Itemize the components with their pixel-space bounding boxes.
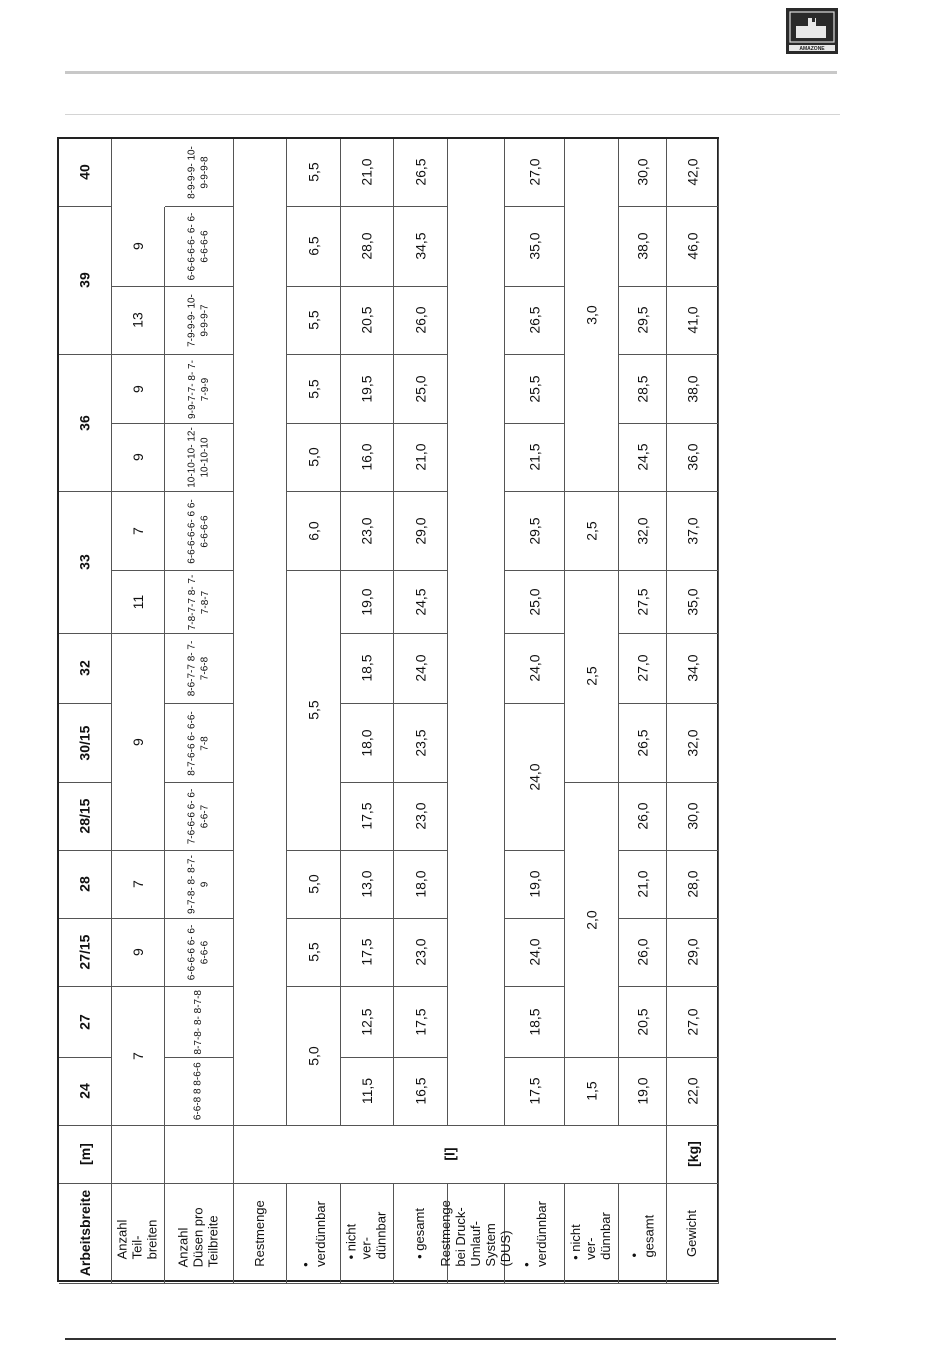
table-cell: 6-6-6-6 6- 6-6-6-6 (165, 919, 234, 987)
table-cell: 17,5 (341, 919, 394, 987)
table-cell: 24,5 (394, 571, 448, 634)
table-cell: 23,0 (394, 919, 448, 987)
table-cell: 38,0 (619, 207, 667, 287)
table-cell: 7-6-6-6 6- 6-6-6-7 (165, 783, 234, 851)
label-restmenge: Restmenge (234, 1184, 287, 1284)
table-cell: 8-7-8- 8- 8-7-8 (165, 987, 234, 1058)
table-cell: 8-7-6-6 6- 6-6-7-8 (165, 704, 234, 783)
table-cell: 26,5 (619, 704, 667, 783)
table-cell: 23,0 (394, 783, 448, 851)
table-cell: 25,0 (505, 571, 565, 634)
label-dus-nicht: • nicht ver-dünnbar (565, 1184, 619, 1284)
unit-l: [l] (234, 1126, 667, 1184)
table-cell: 2,5 (565, 492, 619, 571)
table-cell: 2,5 (565, 571, 619, 783)
table-cell: 21,0 (394, 424, 448, 492)
table-cell: 28,0 (667, 851, 719, 919)
label-duesen: Anzahl Düsen pro Teilbreite (165, 1184, 234, 1284)
table-cell: 6-6-8 8 8-6-6 (165, 1058, 234, 1126)
table-cell: 2,0 (565, 783, 619, 1058)
column-header: 30/15 (59, 704, 112, 783)
table-cell: 11 (112, 571, 165, 634)
table-cell: 30,0 (667, 783, 719, 851)
table-cell: 18,0 (394, 851, 448, 919)
spec-grid (57, 137, 719, 1282)
table-cell: 26,0 (619, 783, 667, 851)
column-header: 32 (59, 634, 112, 704)
table-cell: 16,5 (394, 1058, 448, 1126)
table-cell: 11,5 (341, 1058, 394, 1126)
header-rule (65, 71, 837, 74)
restmenge-band (234, 139, 287, 1126)
table-cell: 29,5 (505, 492, 565, 571)
table-cell: 7 (112, 492, 165, 571)
table-cell: 27,5 (619, 571, 667, 634)
table-cell: 6-6-6-6-6- 6- 6-6-6-6-6 (165, 207, 234, 287)
table-cell: 24,0 (505, 919, 565, 987)
table-cell: 8-6-7-7 8- 7-7-6-8 (165, 634, 234, 704)
table-cell: 38,0 (667, 355, 719, 424)
table-cell: 12,5 (341, 987, 394, 1058)
table-cell: 18,5 (341, 634, 394, 704)
table-cell: 19,0 (505, 851, 565, 919)
table-cell: 13 (112, 287, 165, 355)
unit-kg: [kg] (667, 1126, 719, 1184)
label-gewicht: Gewicht (667, 1184, 719, 1284)
table-cell: 24,0 (505, 704, 565, 851)
table-cell: 21,0 (619, 851, 667, 919)
table-cell: 18,5 (505, 987, 565, 1058)
table-cell: 9 (112, 919, 165, 987)
column-header: 28/15 (59, 783, 112, 851)
unit-empty (112, 1126, 165, 1184)
label-gesamt: • gesamt (394, 1184, 448, 1284)
table-cell: 28,0 (341, 207, 394, 287)
table-cell: 26,0 (619, 919, 667, 987)
table-cell: 32,0 (667, 704, 719, 783)
label-nicht-verduennbar: • nicht ver-dünnbar (341, 1184, 394, 1284)
table-cell: 7-8-7-7 8- 7-7-8-7 (165, 571, 234, 634)
column-header: 27/15 (59, 919, 112, 987)
table-cell: 9 (112, 207, 165, 287)
table-cell: 16,0 (341, 424, 394, 492)
table-cell: 19,0 (341, 571, 394, 634)
table-cell: 24,0 (394, 634, 448, 704)
table-cell: 19,5 (341, 355, 394, 424)
label-dus-verduennbar: • verdünnbar (505, 1184, 565, 1284)
amazone-logo-icon (786, 8, 838, 54)
column-header: 27 (59, 987, 112, 1058)
table-cell: 13,0 (341, 851, 394, 919)
column-header: 40 (59, 139, 112, 207)
label-dus: Restmenge bei Druck-Umlauf-System (DUS) (448, 1184, 505, 1284)
table-cell: 9-9-7-7- 8- 7-7-9-9 (165, 355, 234, 424)
header-rule-thin (65, 114, 840, 115)
table-cell: 26,5 (394, 139, 448, 207)
table-cell: 20,5 (619, 987, 667, 1058)
table-cell: 26,0 (394, 287, 448, 355)
table-cell: 5,5 (287, 571, 341, 851)
table-cell: 20,5 (341, 287, 394, 355)
table-cell: 46,0 (667, 207, 719, 287)
column-header: 33 (59, 492, 112, 634)
table-cell: 3,0 (565, 139, 619, 492)
logo-text: AMAZONE (799, 46, 825, 52)
table-cell: 27,0 (667, 987, 719, 1058)
dus-band (448, 139, 505, 1126)
table-cell: 5,0 (287, 987, 341, 1126)
table-cell: 19,0 (619, 1058, 667, 1126)
table-cell: 5,5 (287, 919, 341, 987)
table-cell: 35,0 (667, 571, 719, 634)
table-cell: 6,0 (287, 492, 341, 571)
table-cell: 5,0 (287, 424, 341, 492)
column-header: 28 (59, 851, 112, 919)
table-cell: 17,5 (341, 783, 394, 851)
table-cell: 17,5 (505, 1058, 565, 1126)
table-cell: 7 (112, 851, 165, 919)
column-header: 24 (59, 1058, 112, 1126)
table-cell: 9 (112, 424, 165, 492)
table-cell: 27,0 (505, 139, 565, 207)
table-cell: 27,0 (619, 634, 667, 704)
table-cell: 9 (112, 634, 165, 851)
table-cell: 37,0 (667, 492, 719, 571)
table-cell: 30,0 (619, 139, 667, 207)
table-cell: 5,5 (287, 287, 341, 355)
unit-m: [m] (59, 1126, 112, 1184)
table-cell: 7-9-9-9- 10- 9-9-9-7 (165, 287, 234, 355)
table-cell: 35,0 (505, 207, 565, 287)
table-cell: 28,5 (619, 355, 667, 424)
label-teilbreiten: Anzahl Teil-breiten (112, 1184, 165, 1284)
table-cell: 34,0 (667, 634, 719, 704)
table-cell: 29,0 (667, 919, 719, 987)
table-cell: 10-10-10- 12- 10-10-10 (165, 424, 234, 492)
label-verduennbar: • verdünnbar (287, 1184, 341, 1284)
table-cell: 8-9-9-9- 10- 9-9-9-8 (165, 139, 234, 207)
table-cell: 21,5 (505, 424, 565, 492)
table-cell: 42,0 (667, 139, 719, 207)
label-arbeitsbreite: Arbeitsbreite (59, 1184, 112, 1284)
table-cell: 23,5 (394, 704, 448, 783)
table-cell: 1,5 (565, 1058, 619, 1126)
table-cell: 23,0 (341, 492, 394, 571)
table-cell: 21,0 (341, 139, 394, 207)
table-cell: 22,0 (667, 1058, 719, 1126)
table-cell: 5,5 (287, 139, 341, 207)
table-cell: 25,5 (505, 355, 565, 424)
table-cell: 34,5 (394, 207, 448, 287)
table-cell: 5,5 (287, 355, 341, 424)
table-cell: 24,5 (619, 424, 667, 492)
table-cell: 7 (112, 987, 165, 1126)
label-dus-gesamt: • gesamt (619, 1184, 667, 1284)
table-cell: 6,5 (287, 207, 341, 287)
table-cell: 41,0 (667, 287, 719, 355)
table-cell: 17,5 (394, 987, 448, 1058)
unit-empty (165, 1126, 234, 1184)
footer-rule (65, 1338, 836, 1340)
table-cell: 29,5 (619, 287, 667, 355)
table-cell: 32,0 (619, 492, 667, 571)
table-cell: 5,0 (287, 851, 341, 919)
column-header: 36 (59, 355, 112, 492)
table-cell: 9 (112, 355, 165, 424)
table-cell: 25,0 (394, 355, 448, 424)
table-cell: 26,5 (505, 287, 565, 355)
table-cell: 9-7-8- 8- 8-7-9 (165, 851, 234, 919)
table-cell: 18,0 (341, 704, 394, 783)
table-cell: 6-6-6-6-6- 6 6-6-6-6-6 (165, 492, 234, 571)
column-header: 39 (59, 207, 112, 355)
table-cell: 36,0 (667, 424, 719, 492)
table-cell: 29,0 (394, 492, 448, 571)
table-cell: 24,0 (505, 634, 565, 704)
